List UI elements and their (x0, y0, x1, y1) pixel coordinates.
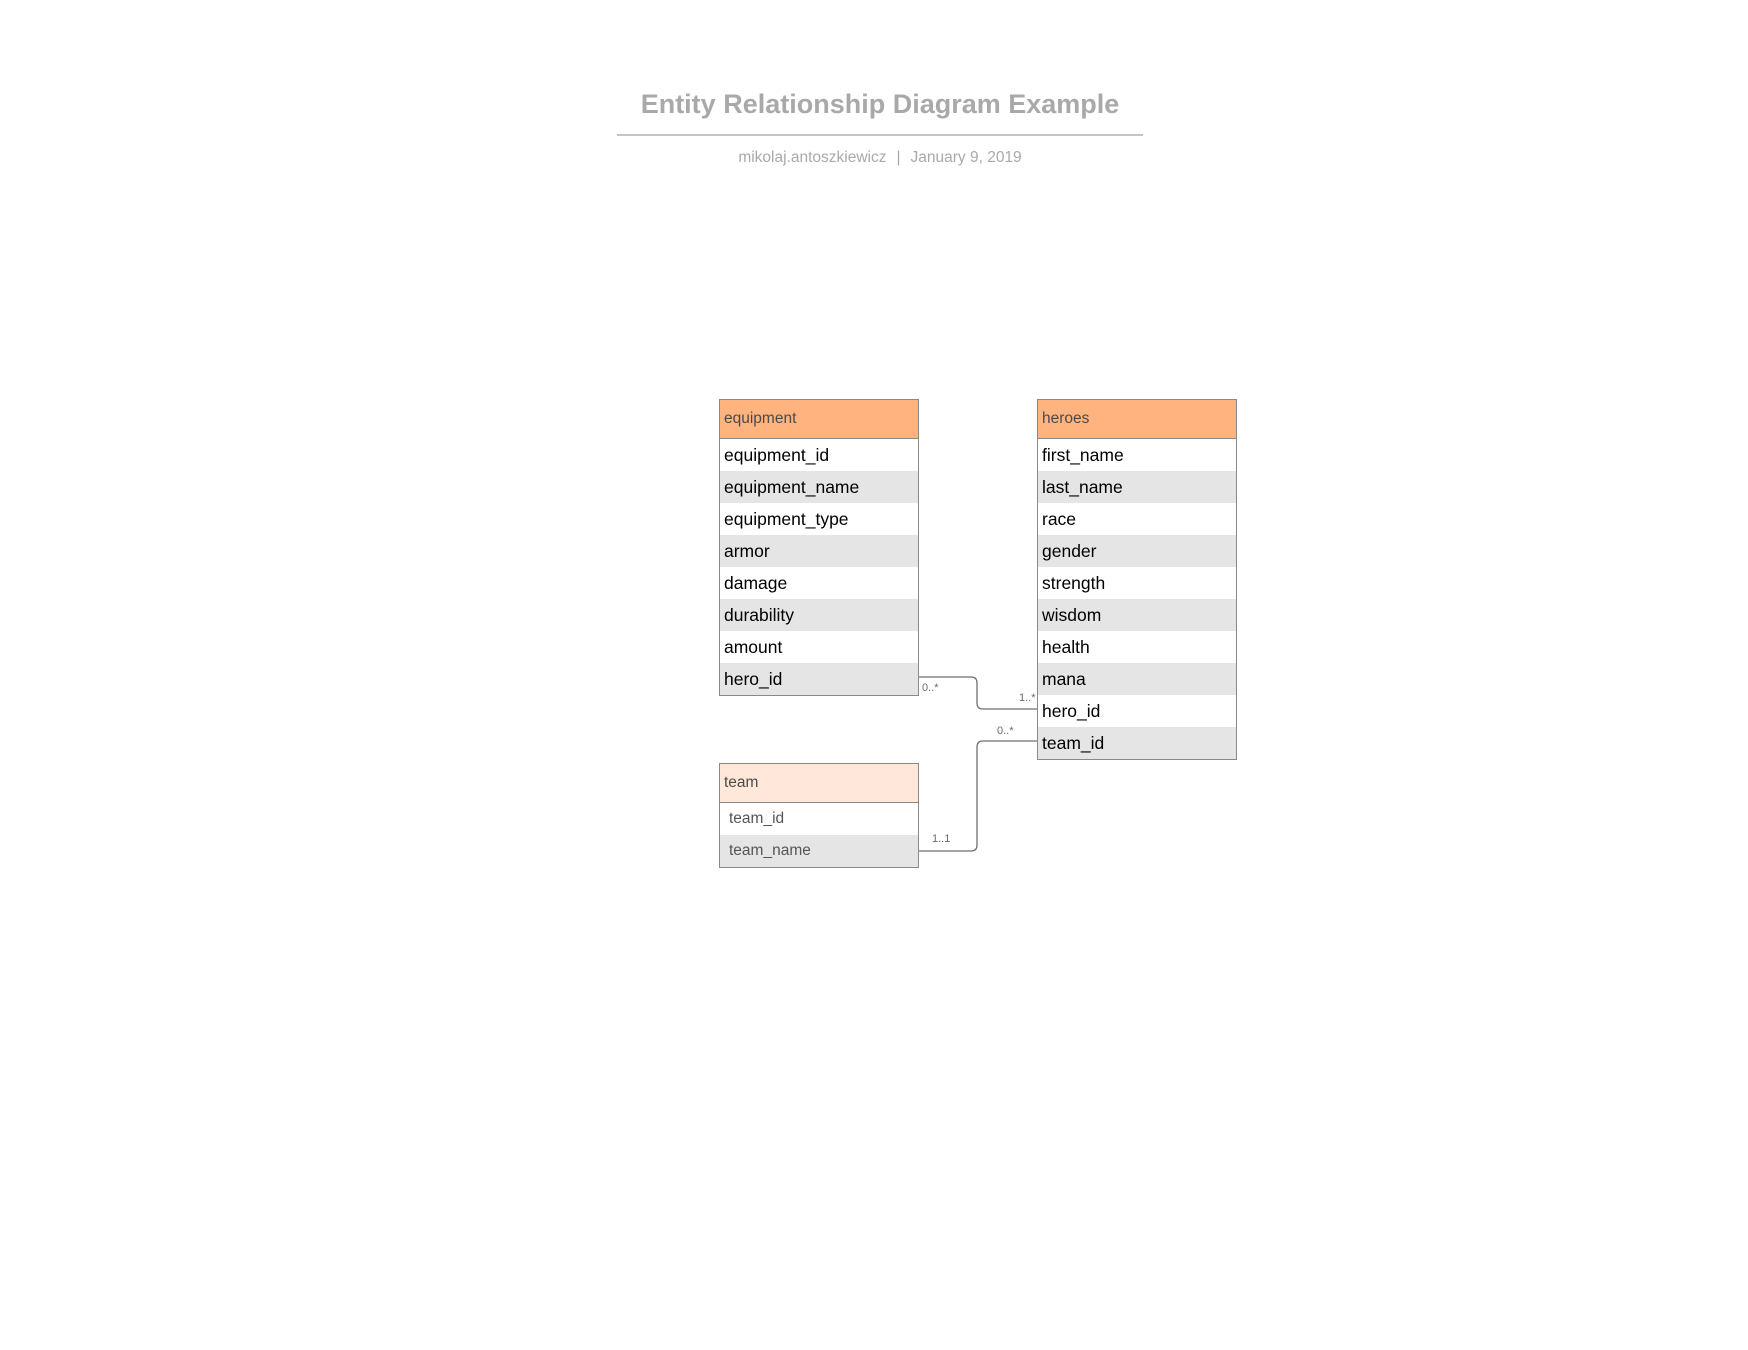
field-row: team_id (729, 810, 785, 827)
field-row: first_name (1042, 445, 1124, 465)
field-row: health (1042, 637, 1090, 657)
field-row: team_name (720, 835, 918, 867)
field-row: armor (720, 535, 918, 567)
field-row: hero_id (1042, 701, 1101, 721)
author-name: mikolaj.antoszkiewicz (738, 149, 887, 166)
cardinality-label: 1..* (1019, 692, 1036, 704)
meta-separator: | (896, 149, 901, 166)
field-row: last_name (1038, 471, 1236, 503)
field-row: equipment_name (720, 471, 918, 503)
cardinality-label: 0..* (922, 682, 939, 694)
cardinality-label: 0..* (997, 725, 1014, 737)
diagram-date: January 9, 2019 (910, 149, 1022, 166)
field-row: wisdom (1038, 599, 1236, 631)
field-row: durability (720, 599, 918, 631)
entity-header: heroes (1038, 400, 1236, 439)
diagram-title: Entity Relationship Diagram Example (640, 89, 1120, 119)
field-row: damage (724, 573, 788, 593)
entity-header: equipment (720, 400, 918, 439)
field-row: mana (1038, 663, 1236, 695)
field-row: gender (1038, 535, 1236, 567)
field-row: hero_id (720, 663, 918, 695)
field-row: equipment_id (724, 445, 830, 465)
entity-header: team (720, 764, 918, 803)
field-row: race (1042, 509, 1077, 529)
field-row: strength (1042, 573, 1106, 593)
field-row: amount (724, 637, 783, 657)
field-row: team_id (1038, 727, 1236, 759)
field-row: equipment_type (724, 509, 849, 529)
cardinality-label: 1..1 (932, 833, 951, 845)
